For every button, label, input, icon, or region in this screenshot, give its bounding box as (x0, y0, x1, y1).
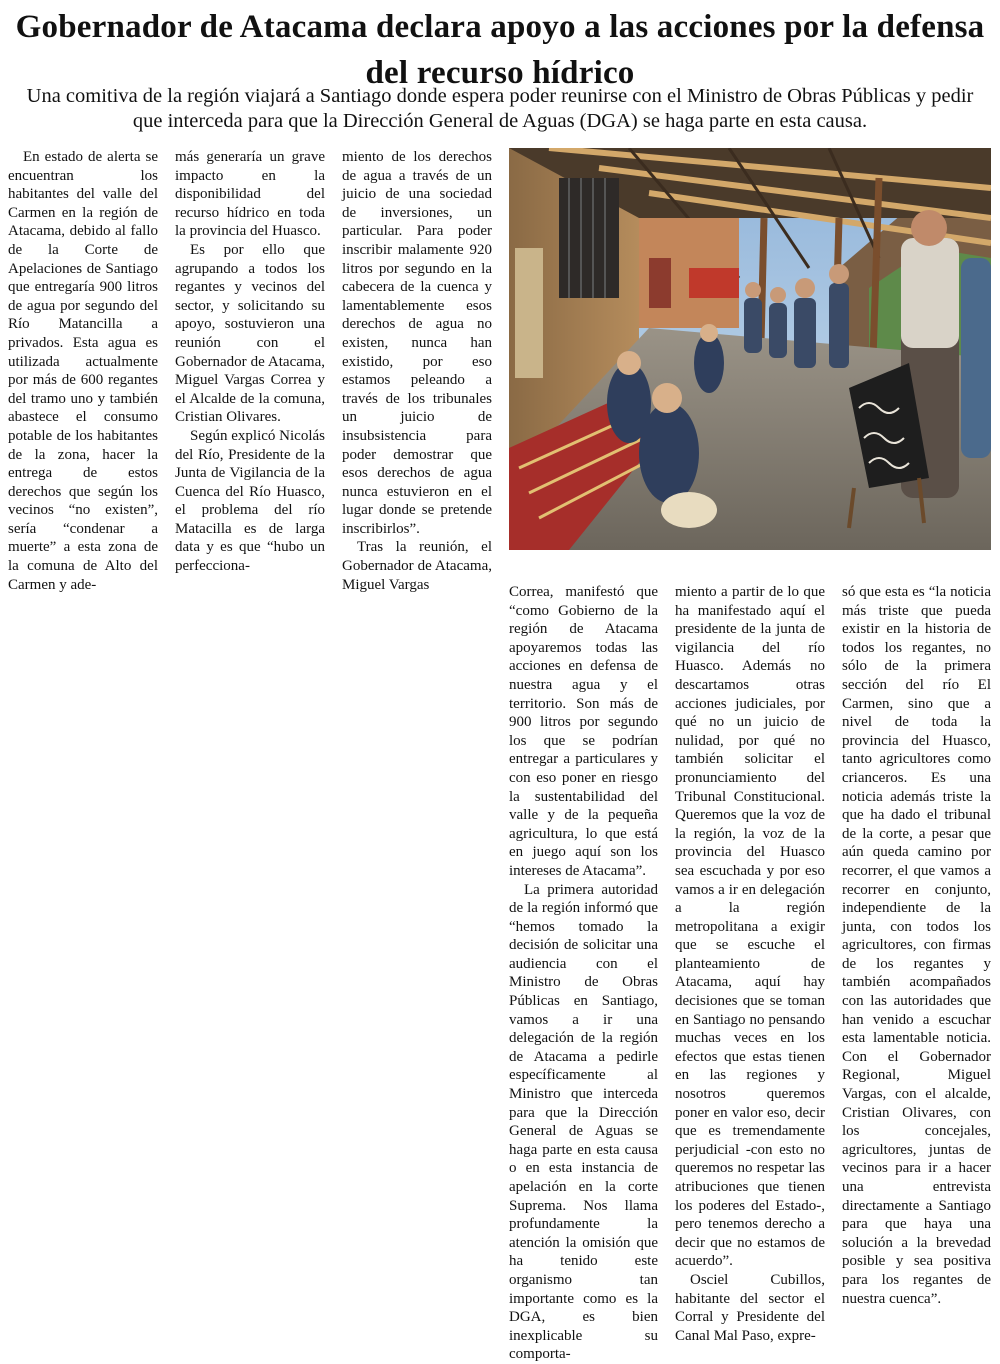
paragraph: Es por ello que agrupando a todos los regantes y vecinos del sector, y solicitando su apoyo, sostuvieron una reunión con el Gobernador de Atacama, Miguel Vargas Correa y el Alcalde de la comuna, Cristian Olivares. (175, 241, 325, 426)
article-column-5 (675, 583, 825, 1345)
article-column-3 (342, 148, 492, 594)
article-column-6 (842, 583, 991, 1308)
meeting-photo (509, 148, 991, 550)
paragraph: miento de los derechos de agua a través de un juicio de una sociedad de inversiones, un particular. Para poder inscribir malamente 920 litros por segundo en la cabecera de la cuenca y lamentablemente esos derechos de agua no existen, nunca han existido, por eso estamos peleando a través de los tribunales un juicio de insubsistencia para poder demostrar que esos derechos de agua nunca estuvieron en el lugar donde se pretende inscribirlos”. (342, 149, 492, 537)
subheadline: Una comitiva de la región viajará a Santiago donde espera poder reunirse con el Ministro de Obras Públicas y pedir que interceda para que la Dirección General de Aguas (DGA) se haga parte en esta causa. (26, 85, 974, 132)
article-column-4 (509, 583, 658, 1364)
paragraph: En estado de alerta se encuentran los habitantes del valle del Carmen en la región de Atacama, debido al fallo de la Corte de Apelaciones de Santiago que entregaría 900 litros de agua por segundo del Río Matancilla a privados. Esta agua es utilizada actualmente por más de 600 regantes del tramo uno y también abastece el consumo potable de los habitantes de la zona, hacer la entrega de estos derechos que según los vecinos “no existen”, sería “condenar a muerte” a esta zona de la comuna de Alto del Carmen y ade- (8, 149, 158, 593)
paragraph: Según explicó Nicolás del Río, Presidente de la Junta de Vigilancia de la Cuenca del Río Huasco, el problema del río Matacilla es de larga data y es que “hubo un perfecciona- (175, 427, 325, 575)
paragraph: más generaría un grave impacto en la disponibilidad del recurso hídrico en toda la provincia del Huasco. (175, 149, 325, 240)
paragraph: Osciel Cubillos, habitante del sector el Corral y Presidente del Canal Mal Paso, expre- (675, 1271, 825, 1344)
paragraph: Correa, manifestó que “como Gobierno de la región de Atacama apoyaremos todas las acciones en defensa de nuestra agua y el territorio. Son más de 900 litros por segundo los que se podrían entregar a particulares y con eso poner en riesgo la sustentabilidad del valle y de la pequeña agricultura, lo que está en juego aquí son los intereses de Atacama”. (509, 584, 658, 879)
paragraph: miento a partir de lo que ha manifestado aquí el presidente de la junta de vigilancia del río Huasco. Además no descartamos otras acciones judiciales, por qué no un juicio de nulidad, por qué no también solicitar el pronunciamiento del Tribunal Constitucional. Queremos que la voz de la región, la voz de la provincia del Huasco sea escuchada y por eso vamos a ir en delegación a la región metropolitana a exigir que se escuche el planteamiento de Atacama, aquí hay decisiones que se toman en Santiago no pensando muchas veces en los efectos que estas tienen en las regiones y nosotros queremos poner en valor eso, decir que es tremendamente perjudicial -con esto no queremos no respetar las atribuciones que tienen los poderes del Estado-, pero tenemos derecho a decir que no estamos de acuerdo”. (675, 584, 825, 1270)
article-column-1 (8, 148, 158, 594)
paragraph: La primera autoridad de la región informó que “hemos tomado la decisión de solicitar una audiencia con el Ministro de Obras Públicas en Santiago, vamos a ir una delegación de la región de Atacama a pedirle específicamente al Ministro que interceda para que la Dirección General de Aguas se haga parte en esta causa o en esta instancia de apelación en la corte Suprema. Nos llama profundamente la atención la omisión que ha tenido este organismo tan importante como es la DGA, es bien inexplicable su comporta- (509, 881, 658, 1363)
paragraph: só que esta es “la noticia más triste que pueda existir en la historia de todos los regantes, no sólo de la primera sección del río El Carmen, sino que a nivel de toda la provincia del Huasco, tanto agricultores como crianceros. Es una noticia además triste la que ha dado el tribunal de la corte, a pesar que aún queda camino por recorrer, el que vamos a recorrer en conjunto, independiente de la junta, con todos los agricultores, con firmas de los regantes y también acompañados con las autoridades que han venido a escuchar esta lamentable noticia. Con el Gobernador Regional, Miguel Vargas, con el alcalde, Cristian Olivares, con los concejales, agricultores, juntas de vecinos para ir a hacer una entrevista directamente a Santiago para que haya una solución a la brevedad posible y sea positiva para los regantes de nuestra cuenca”. (842, 584, 991, 1307)
article-column-2 (175, 148, 325, 576)
headline: Gobernador de Atacama declara apoyo a las acciones por la defensa del recurso hídrico (15, 9, 985, 91)
paragraph: Tras la reunión, el Gobernador de Atacama, Miguel Vargas (342, 539, 492, 593)
